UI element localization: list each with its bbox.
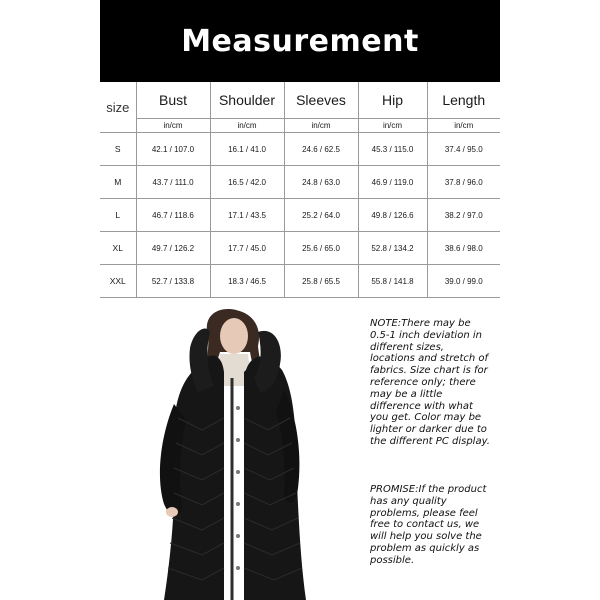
measurement-cell: 39.0 / 99.0 — [427, 265, 500, 298]
measurement-cell: 24.6 / 62.5 — [284, 133, 358, 166]
table-row — [100, 199, 500, 232]
measurement-cell: 17.1 / 43.5 — [210, 199, 284, 232]
measurement-cell: 45.3 / 115.0 — [358, 133, 427, 166]
header-bust: Bust — [136, 82, 210, 119]
measurement-cell: 52.7 / 133.8 — [136, 265, 210, 298]
measurement-cell: 24.8 / 63.0 — [284, 166, 358, 199]
unit-label: in/cm — [210, 119, 284, 133]
unit-label: in/cm — [427, 119, 500, 133]
size-column-header: size — [100, 82, 136, 133]
measurement-cell: 16.5 / 42.0 — [210, 166, 284, 199]
size-cell: M — [100, 166, 136, 199]
measurement-cell: 43.7 / 111.0 — [136, 166, 210, 199]
header-row — [100, 82, 500, 119]
measurement-cell: 37.8 / 96.0 — [427, 166, 500, 199]
measurement-cell: 49.7 / 126.2 — [136, 232, 210, 265]
measurement-cell: 38.6 / 98.0 — [427, 232, 500, 265]
header-hip: Hip — [358, 82, 427, 119]
measurement-cell: 46.9 / 119.0 — [358, 166, 427, 199]
table-row — [100, 232, 500, 265]
header-sleeves: Sleeves — [284, 82, 358, 119]
unit-label: in/cm — [284, 119, 358, 133]
measurement-cell: 25.2 / 64.0 — [284, 199, 358, 232]
table-row — [100, 166, 500, 199]
size-cell: L — [100, 199, 136, 232]
note-text: NOTE:There may be 0.5-1 inch deviation in different sizes, locations and stretch of fabrics. Size chart is for reference only; there may be a little difference with what you get. Color may be lighter or darker due to the different PC display. — [370, 318, 490, 447]
measurement-cell: 16.1 / 41.0 — [210, 133, 284, 166]
measurement-cell: 18.3 / 46.5 — [210, 265, 284, 298]
banner-title: Measurement — [181, 23, 419, 59]
table-row — [100, 265, 500, 298]
header-length: Length — [427, 82, 500, 119]
measurement-cell: 37.4 / 95.0 — [427, 133, 500, 166]
measurement-cell: 52.8 / 134.2 — [358, 232, 427, 265]
size-cell: XXL — [100, 265, 136, 298]
measurement-cell: 46.7 / 118.6 — [136, 199, 210, 232]
promise-text: PROMISE:If the product has any quality problems, please feel free to contact us, we will help you solve the problem as quickly as possible. — [370, 484, 487, 566]
unit-label: in/cm — [136, 119, 210, 133]
measurement-cell: 49.8 / 126.6 — [358, 199, 427, 232]
unit-label: in/cm — [358, 119, 427, 133]
header-shoulder: Shoulder — [210, 82, 284, 119]
unit-row — [100, 119, 500, 133]
table-row — [100, 133, 500, 166]
measurement-cell: 38.2 / 97.0 — [427, 199, 500, 232]
model-coat-photo — [150, 308, 310, 600]
measurement-banner — [100, 0, 500, 82]
size-cell: S — [100, 133, 136, 166]
measurement-cell: 17.7 / 45.0 — [210, 232, 284, 265]
measurement-cell: 55.8 / 141.8 — [358, 265, 427, 298]
measurement-cell: 25.8 / 65.5 — [284, 265, 358, 298]
size-chart-table — [100, 82, 500, 298]
measurement-cell: 25.6 / 65.0 — [284, 232, 358, 265]
size-cell: XL — [100, 232, 136, 265]
measurement-cell: 42.1 / 107.0 — [136, 133, 210, 166]
